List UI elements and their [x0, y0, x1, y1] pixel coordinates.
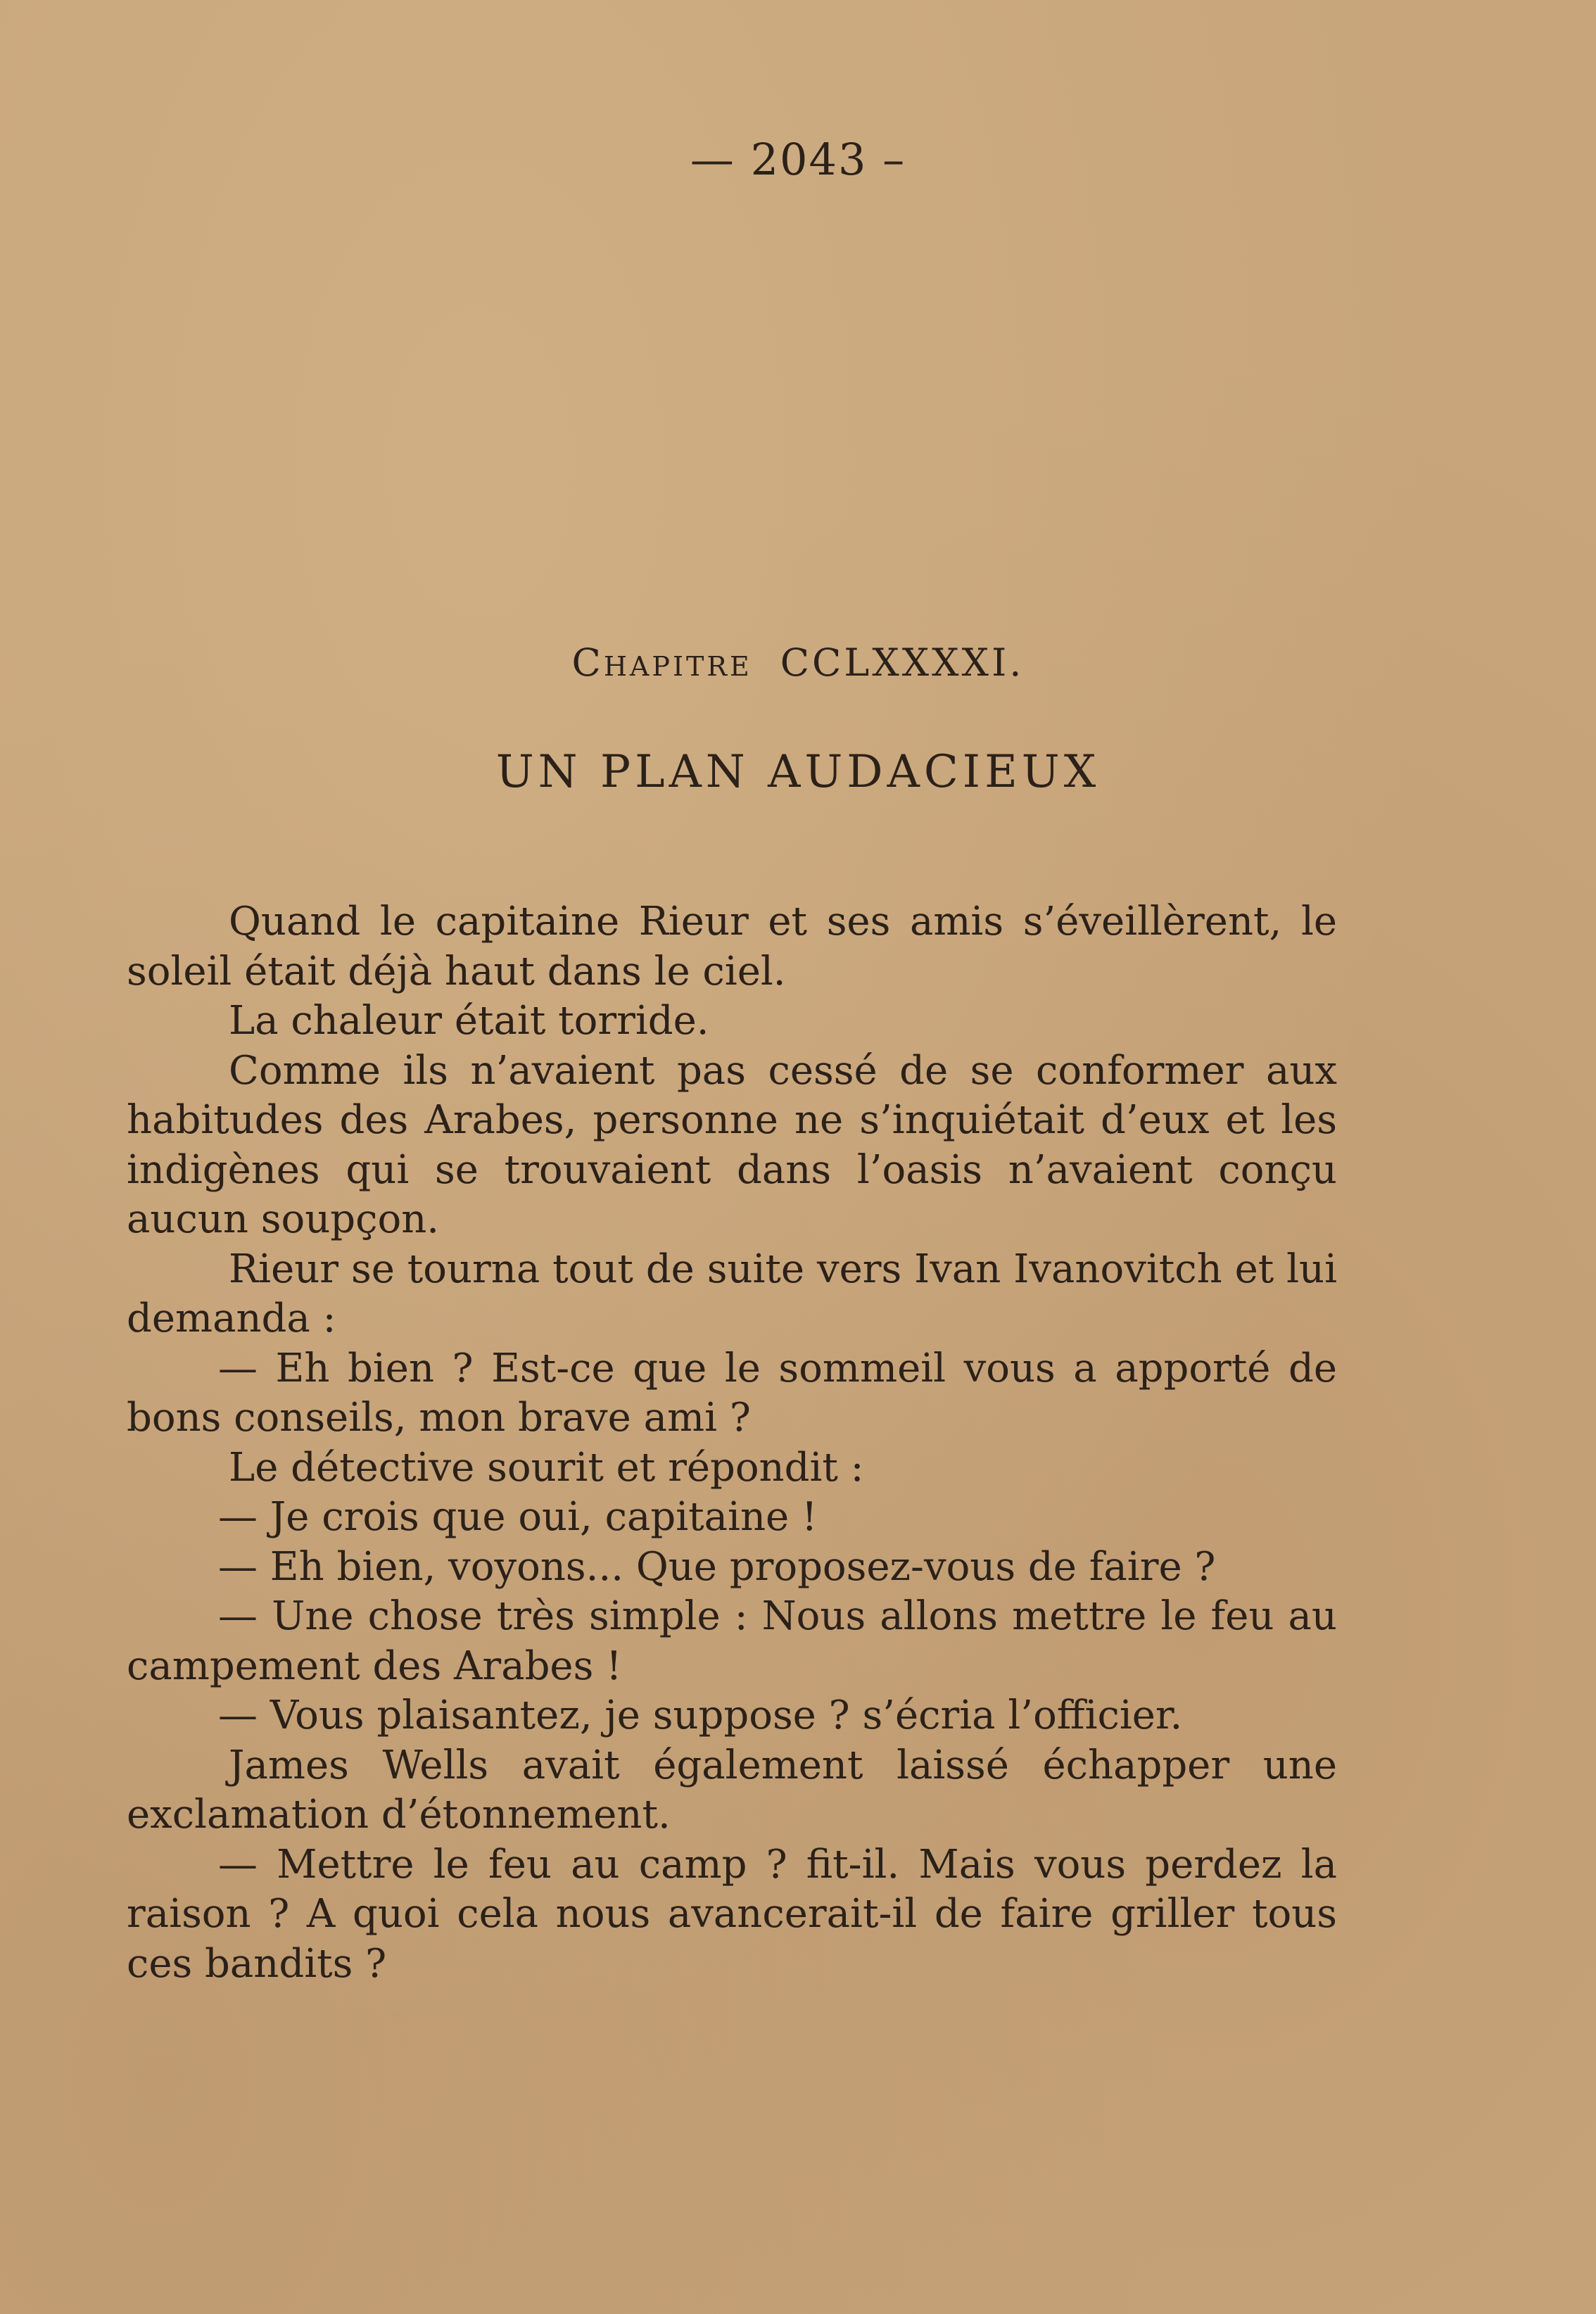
dialogue-line: — Une chose très simple : Nous allons mettre le feu au campement des Arabes !	[127, 1593, 1337, 1689]
paragraph: Comme ils n’avaient pas cessé de se conformer aux habitudes des Arabes, personne ne s’inquiétait d’eux et les indigènes qui se trouvaient dans l’oasis n’avaient conçu aucun soupçon.	[127, 1047, 1337, 1242]
paragraph: Quand le capitaine Rieur et ses amis s’éveillèrent, le soleil était déjà haut dans le ciel.	[127, 899, 1337, 994]
dialogue-line: — Eh bien ? Est-ce que le sommeil vous a apporté de bons conseils, mon brave ami ?	[127, 1345, 1337, 1441]
paragraph: La chaleur était torride.	[229, 998, 709, 1044]
chapter-label: Chapitre	[571, 640, 752, 685]
page-number: — 2043 –	[690, 134, 906, 185]
dialogue-line: — Je crois que oui, capitaine !	[218, 1494, 818, 1540]
paragraph: James Wells avait également laissé échapper une exclamation d’étonnement.	[127, 1742, 1337, 1838]
dialogue-line: — Eh bien, voyons... Que proposez-vous de faire ?	[218, 1543, 1216, 1590]
paragraph: Rieur se tourna tout de suite vers Ivan Ivanovitch et lui demanda :	[127, 1246, 1337, 1341]
chapter-heading	[0, 640, 1596, 685]
dialogue-line: — Vous plaisantez, je suppose ? s’écria l’officier.	[218, 1693, 1183, 1738]
dialogue-line: — Mettre le feu au camp ? fit-il. Mais vous perdez la raison ? A quoi cela nous avancerait-il de faire griller tous ces bandits ?	[127, 1841, 1337, 1987]
chapter-title: UN PLAN AUDACIEUX	[495, 746, 1101, 798]
chapter-body	[127, 897, 1337, 1989]
chapter-numeral: CCLXXXXI.	[780, 640, 1025, 685]
paragraph: Le détective sourit et répondit :	[229, 1444, 864, 1491]
